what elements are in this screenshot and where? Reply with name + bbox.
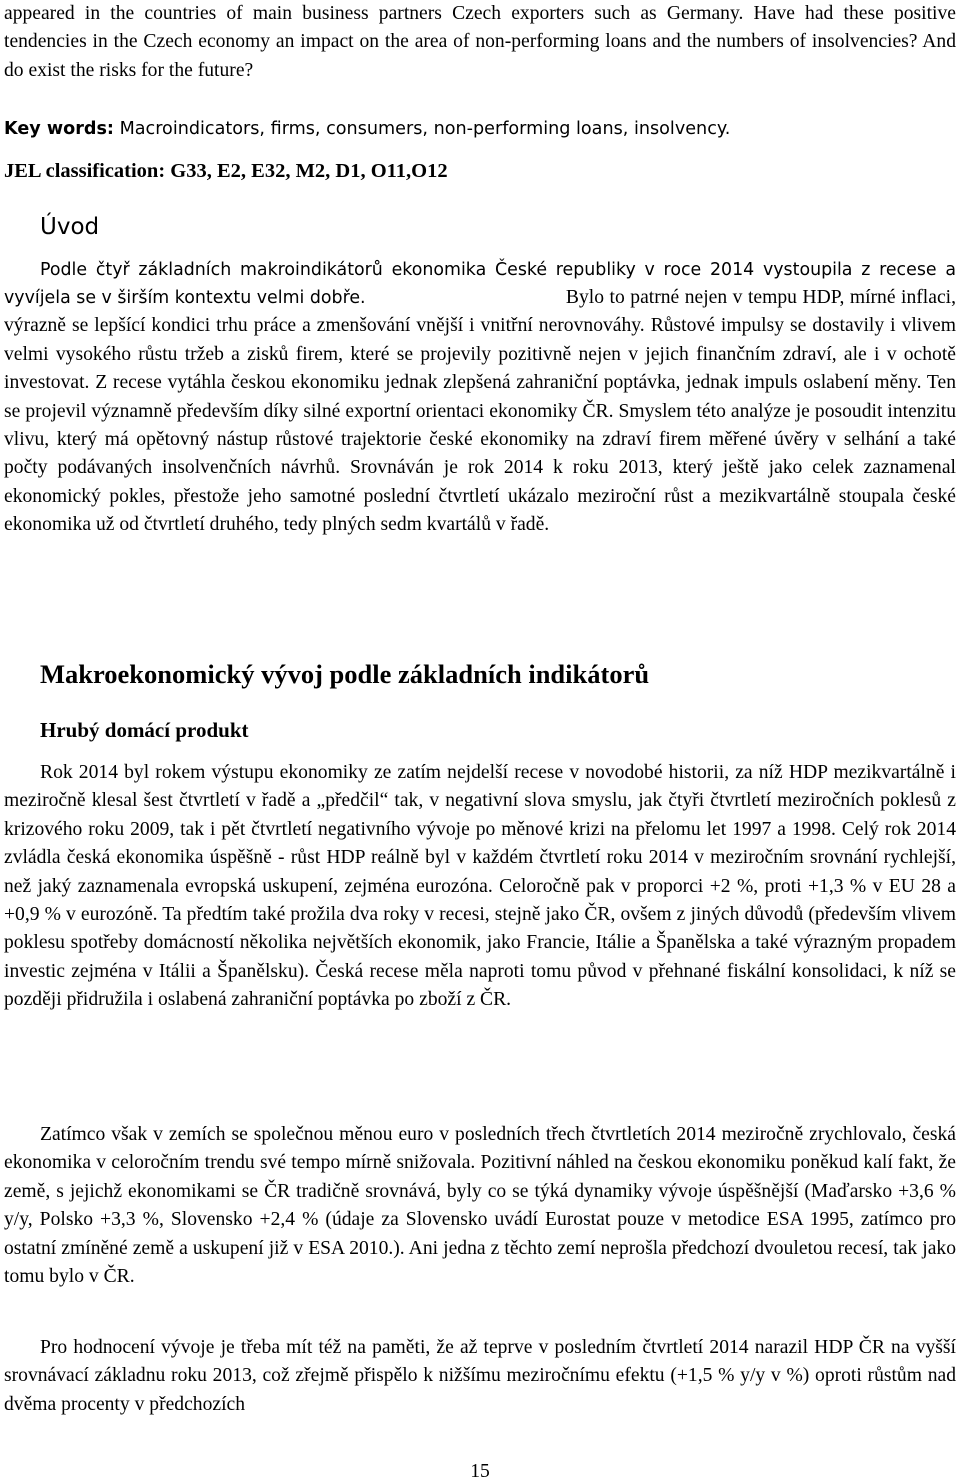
uvod-paragraph-continuation: [4, 284, 956, 540]
uvod-paragraph-serif: Bylo to patrné nejen v tempu HDP, mírné inflaci, výrazně se lepšící kondici trhu práce a zmenšování vnější i vnitřní nerovnováhy. Růstové impulsy se dostavily i vlivem velmi vysokého růstu tržeb a zisků firem, které se projevily pozitivně nejen v jejich finančním zdraví, ale i v ochotě investovat. Z recese vytáhla českou ekonomiku jednak zlepšená zahraniční poptávka, jednak impuls oslabení měny. Ten se projevil významně především díky silné exportní orientaci ekonomiky ČR. Smyslem této analýze je posoudit intenzitu vlivu, který má opětovný nástup růstové trajektorie české ekonomiky na zdraví firem měřené úvěry v selhání a také počty podávaných insolvenčních návrhů. Srovnáván je rok 2014 k roku 2013, který ještě jako celek zaznamenal ekonomický pokles, přestože jeho samotné poslední čtvrtletí ukázalo meziroční růst a mezikvartálně stoupala české ekonomika už od čtvrtletí druhého, tedy plných sedm kvartálů v řadě.: [4, 287, 956, 536]
abstract-text: appeared in the countries of main business partners Czech exporters such as Germany. Have had these positive tendencies in the Czech economy an impact on the area of non-performing loans and the numbers of insolvencies? And do exist the risks for the future?: [4, 3, 956, 81]
abstract-tail: [4, 0, 956, 85]
uvod-paragraph-sans: Podle čtyř základních makroindikátorů ekonomika České republiky v roce 2014 vystoupila z recese a vyvíjela se v širším kontextu velmi dobře.: [4, 260, 956, 309]
section-heading: Makroekonomický vývoj podle základních indikátorů: [40, 659, 650, 689]
uvod-heading: Úvod: [40, 214, 100, 240]
gdp-paragraph-1-block: [4, 759, 956, 1015]
gdp-paragraph-3: Pro hodnocení vývoje je třeba mít též na paměti, že až teprve v posledním čtvrtletí 2014 narazil HDP ČR na vyšší srovnávací základnu roku 2013, což zřejmě přispělo k nižšímu meziročnímu efektu (+1,5 % y/y v %) oproti růstům nad dvěma procenty v předchozích: [4, 1337, 956, 1415]
gdp-paragraph-2: Zatímco však v zemích se společnou měnou euro v posledních třech čtvrtletích 2014 meziročně zrychlovalo, česká ekonomika v celoročním trendu své tempo mírně snižovala. Pozitivní náhled na českou ekonomiku poněkud kalí fakt, že země, s jejichž ekonomikami se ČR tradičně srovnává, byly co se týká dynamiky vývoje úspěšnější (Maďarsko +3,6 % y/y, Polsko +3,3 %, Slovensko +2,4 % (údaje za Slovensko uvádí Eurostat pouze v metodice ESA 1995, zatímco pro ostatní zmíněné země a uskupení již v ESA 2010.). Ani jedna z těchto zemí neprošla předchozí dvouletou recesí, tak jako tomu bylo v ČR.: [4, 1124, 956, 1288]
keywords-block: [4, 115, 956, 143]
jel-classification: JEL classification: G33, E2, E32, M2, D1, O11,O12: [4, 160, 448, 182]
gdp-paragraph-1: Rok 2014 byl rokem výstupu ekonomiky ze zatím nejdelší recese v novodobé historii, za níž HDP mezikvartálně i meziročně klesal šest čtvrtletí v řadě a „předčil“ tak, v negativní slova smyslu, jak čtyři čtvrtletí meziročních poklesů z krizového roku 2009, tak i pět čtvrtletí negativního vývoje po měnové krizi na přelomu let 1997 a 1998. Celý rok 2014 zvládla česká ekonomika úspěšně - růst HDP reálně byl v každém čtvrtletí roku 2014 v meziročním srovnání rychlejší, než jaký zaznamenala evropská uskupení, zejména eurozóna. Celoročně pak v proporci +2 %, proti +1,3 % v EU 28 a +0,9 % v eurozóně. Ta předtím také prožila dva roky v recesi, stejně jako ČR, ovšem z jiných důvodů (především vlivem poklesu spotřeby domácností několika největších ekonomik, jako Francie, Itálie a Španělska a také výrazným propadem investic zejména v Itálii a Španělsku). Česká recese měla naproti tomu původ v přehnané fiskální konsolidaci, k níž se později přidružila i oslabená zahraniční poptávka po zboží z ČR.: [4, 762, 956, 1011]
gdp-paragraph-3-block: [4, 1334, 956, 1419]
uvod-paragraph-serif-block: [4, 284, 956, 540]
keywords-label: Key words:: [4, 119, 114, 139]
page-number: 15: [470, 1461, 490, 1482]
keywords-line: [4, 115, 956, 143]
gdp-paragraph-2-block: [4, 1121, 956, 1291]
jel-block: [4, 157, 956, 185]
keywords-text: Macroindicators, firms, consumers, non-performing loans, insolvency.: [113, 119, 731, 139]
section-subheading: Hrubý domácí produkt: [40, 718, 249, 742]
